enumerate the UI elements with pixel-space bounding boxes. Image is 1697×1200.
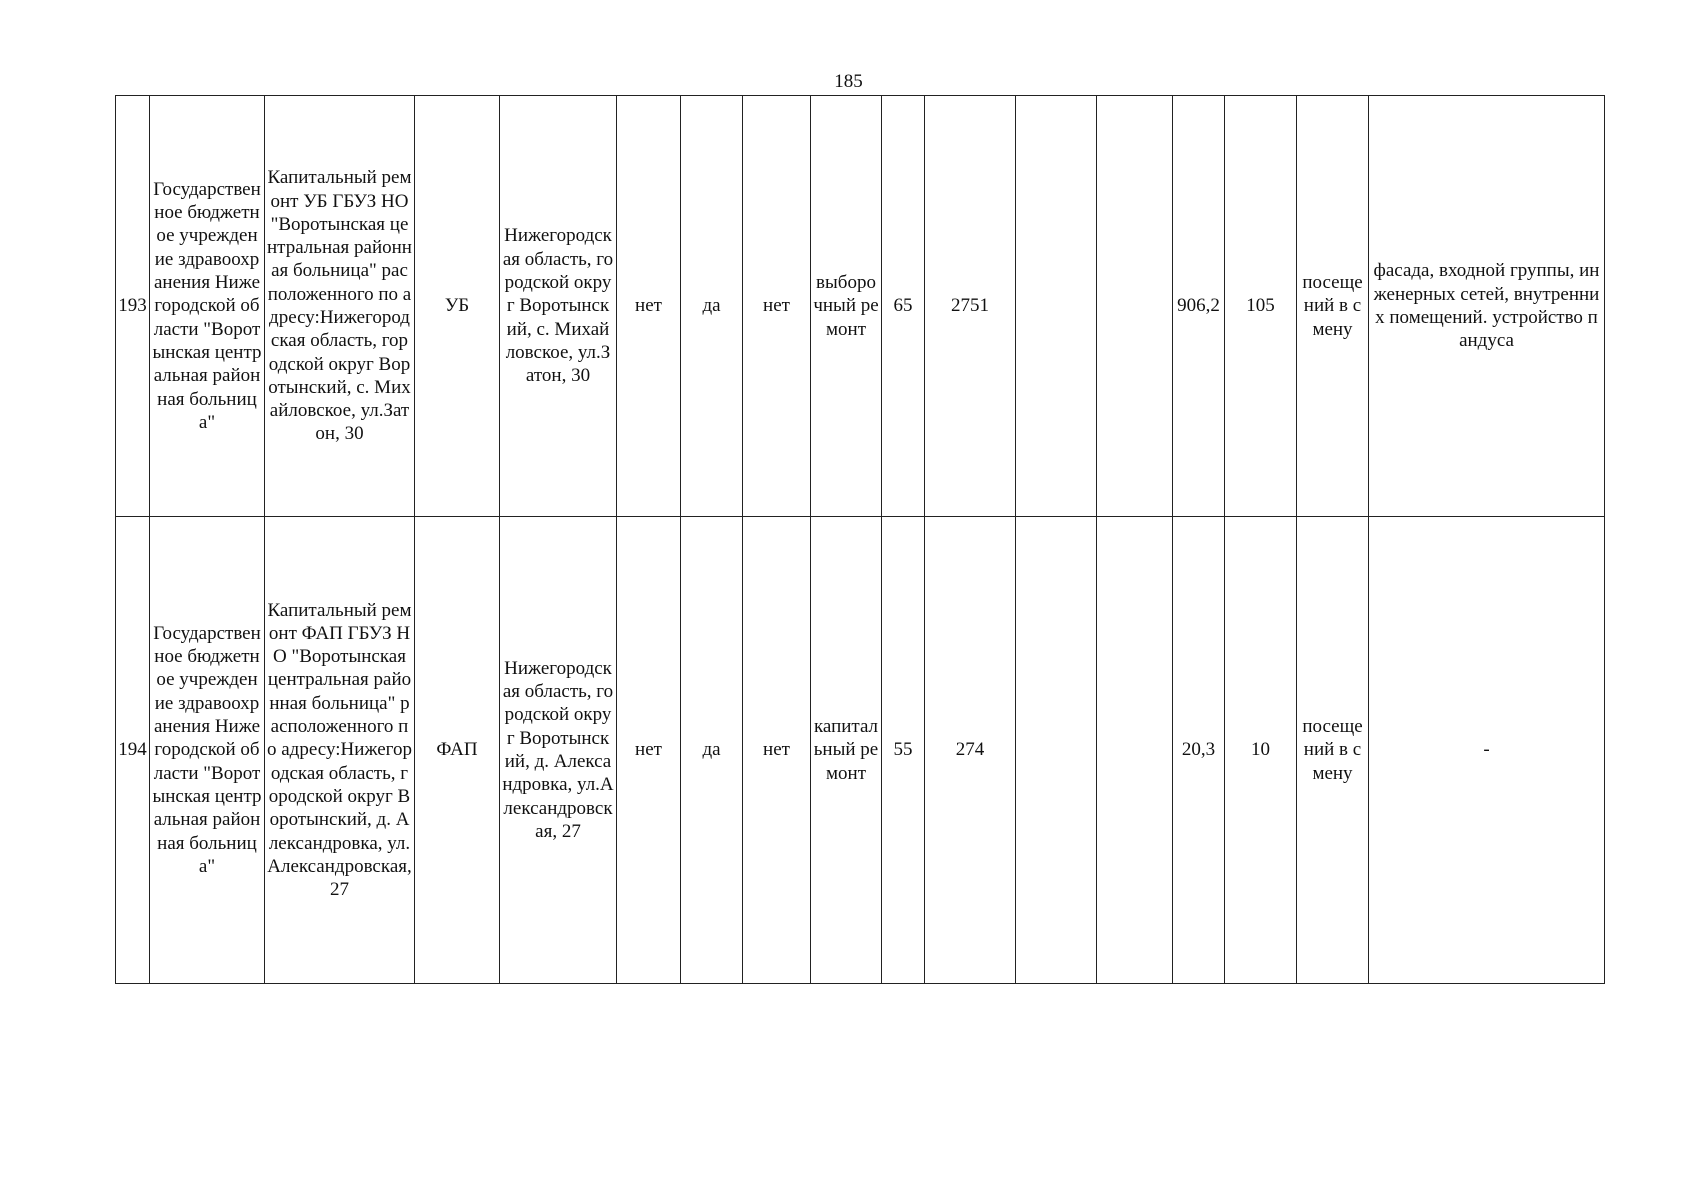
organization-cell: Государственное бюджетное учреждение здравоохранения Нижегородской области "Воротынская центральная районная больница": [150, 96, 265, 517]
empty-cell: [1016, 517, 1097, 984]
table-row: [116, 96, 1605, 517]
capacity-cell: 10: [1225, 517, 1297, 984]
organization-cell: Государственное бюджетное учреждение здравоохранения Нижегородской области "Воротынская центральная районная больница": [150, 517, 265, 984]
unit-cell: посещений в смену: [1297, 517, 1369, 984]
value-cell-b: 2751: [925, 96, 1016, 517]
address-cell: Нижегородская область, городской округ Воротынский, с. Михайловское, ул.Затон, 30: [500, 96, 617, 517]
flag-cell-1: нет: [617, 517, 681, 984]
value-cell-b: 274: [925, 517, 1016, 984]
row-number-cell: 193: [116, 96, 150, 517]
page-number: 185: [834, 71, 863, 92]
data-table: [115, 95, 1605, 984]
area-cell: 20,3: [1173, 517, 1225, 984]
facility-type-cell: ФАП: [415, 517, 500, 984]
empty-cell: [1097, 96, 1173, 517]
value-cell-a: 65: [882, 96, 925, 517]
flag-cell-3: нет: [743, 517, 811, 984]
repair-type-cell: выборочный ремонт: [811, 96, 882, 517]
row-number-cell: 194: [116, 517, 150, 984]
flag-cell-2: да: [681, 517, 743, 984]
address-cell: Нижегородская область, городской округ Воротынский, д. Александровка, ул.Александровская, 27: [500, 517, 617, 984]
value-cell-a: 55: [882, 517, 925, 984]
work-description-cell: Капитальный ремонт ФАП ГБУЗ НО "Воротынская центральная районная больница" расположенного по адресу:Нижегородская область, городской округ Воротынский, д. Александровка, ул.Александровская, 27: [265, 517, 415, 984]
empty-cell: [1016, 96, 1097, 517]
flag-cell-3: нет: [743, 96, 811, 517]
flag-cell-2: да: [681, 96, 743, 517]
unit-cell: посещений в смену: [1297, 96, 1369, 517]
notes-cell: фасада, входной группы, инженерных сетей, внутренних помещений. устройство пандуса: [1369, 96, 1605, 517]
work-description-cell: Капитальный ремонт УБ ГБУЗ НО "Воротынская центральная районная больница" расположенного по адресу:Нижегородская область, городской округ Воротынский, с. Михайловское, ул.Затон, 30: [265, 96, 415, 517]
table-row: [116, 517, 1605, 984]
repair-type-cell: капитальный ремонт: [811, 517, 882, 984]
facility-type-cell: УБ: [415, 96, 500, 517]
empty-cell: [1097, 517, 1173, 984]
capacity-cell: 105: [1225, 96, 1297, 517]
notes-cell: -: [1369, 517, 1605, 984]
flag-cell-1: нет: [617, 96, 681, 517]
area-cell: 906,2: [1173, 96, 1225, 517]
